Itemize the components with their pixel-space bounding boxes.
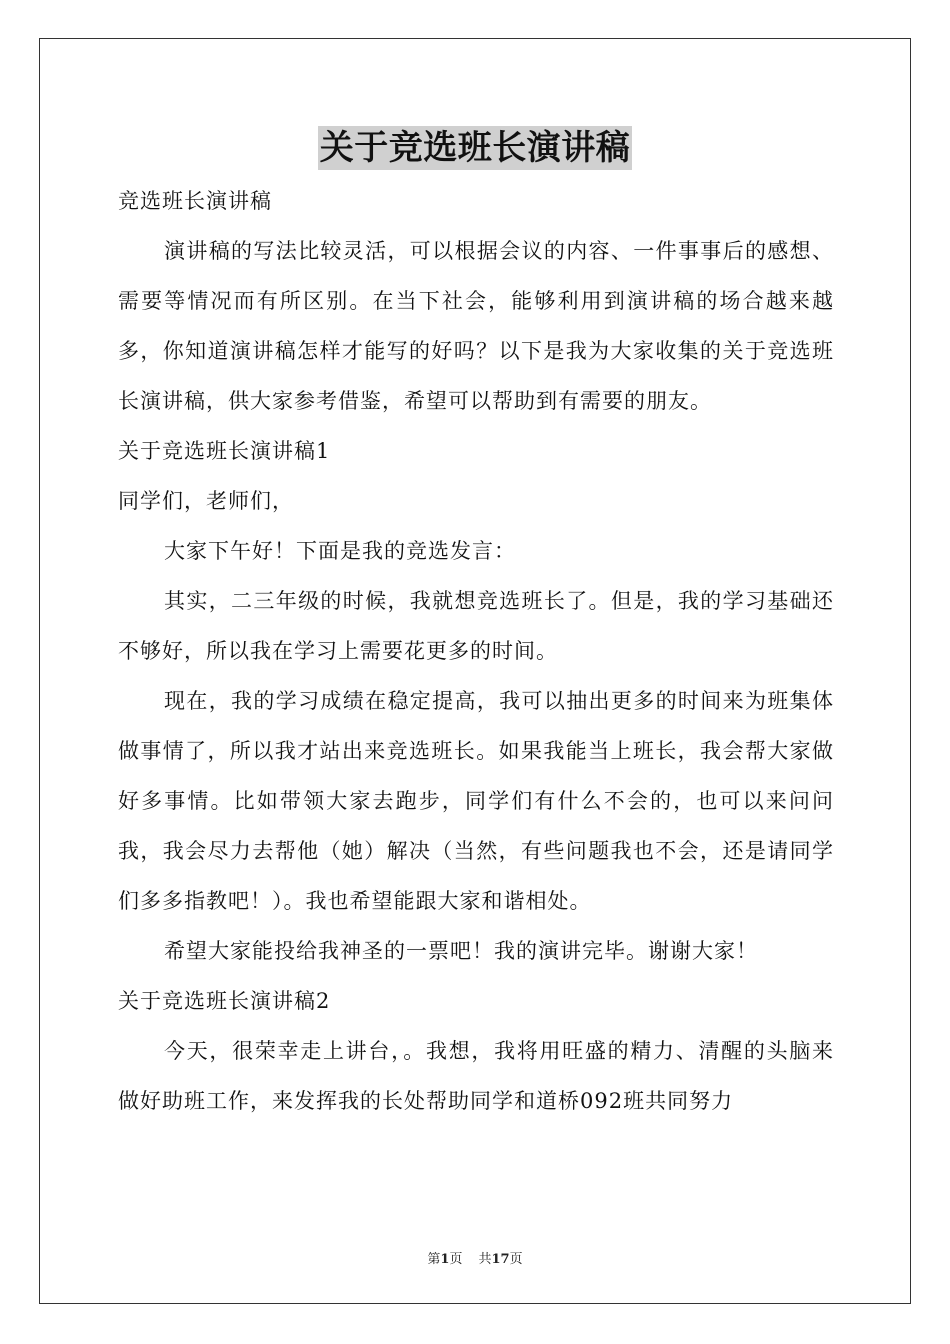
page-number: 1 — [440, 1252, 450, 1267]
paragraph: 同学们，老师们， — [118, 489, 294, 513]
total-suffix: 页 — [509, 1252, 523, 1267]
paragraph: 今天，很荣幸走上讲台，。我想，我将用旺盛的精力、清醒的头脑来做好助班工作，来发挥我的长处帮助同学和道桥092班共同努力 — [118, 1039, 834, 1113]
paragraph: 大家下午好！下面是我的竞选发言： — [164, 539, 516, 563]
paragraph: 关于竞选班长演讲稿2 — [118, 989, 331, 1013]
document-title-container — [0, 126, 950, 170]
page-prefix: 第 — [427, 1252, 441, 1267]
paragraph: 希望大家能投给我神圣的一票吧！我的演讲完毕。谢谢大家！ — [164, 939, 758, 963]
paragraph: 竞选班长演讲稿 — [118, 189, 272, 213]
total-pages: 17 — [491, 1252, 510, 1267]
page-suffix: 页 — [449, 1252, 463, 1267]
paragraph: 其实，二三年级的时候，我就想竞选班长了。但是，我的学习基础还不够好，所以我在学习上需要花更多的时间。 — [118, 589, 834, 663]
paragraph: 关于竞选班长演讲稿1 — [118, 439, 331, 463]
document-body — [118, 176, 834, 1126]
total-prefix: 共 — [478, 1252, 492, 1267]
page-footer — [0, 1248, 950, 1267]
paragraph: 现在，我的学习成绩在稳定提高，我可以抽出更多的时间来为班集体做事情了，所以我才站出来竞选班长。如果我能当上班长，我会帮大家做好多事情。比如带领大家去跑步，同学们有什么不会的，也可以来问问我，我会尽力去帮他（她）解决（当然，有些问题我也不会，还是请同学们多多指教吧！）。我也希望能跟大家和谐相处。 — [118, 689, 834, 913]
paragraph: 演讲稿的写法比较灵活，可以根据会议的内容、一件事事后的感想、需要等情况而有所区别。在当下社会，能够利用到演讲稿的场合越来越多，你知道演讲稿怎样才能写的好吗？以下是我为大家收集的关于竞选班长演讲稿，供大家参考借鉴，希望可以帮助到有需要的朋友。 — [118, 239, 834, 413]
document-title: 关于竞选班长演讲稿 — [319, 128, 631, 168]
